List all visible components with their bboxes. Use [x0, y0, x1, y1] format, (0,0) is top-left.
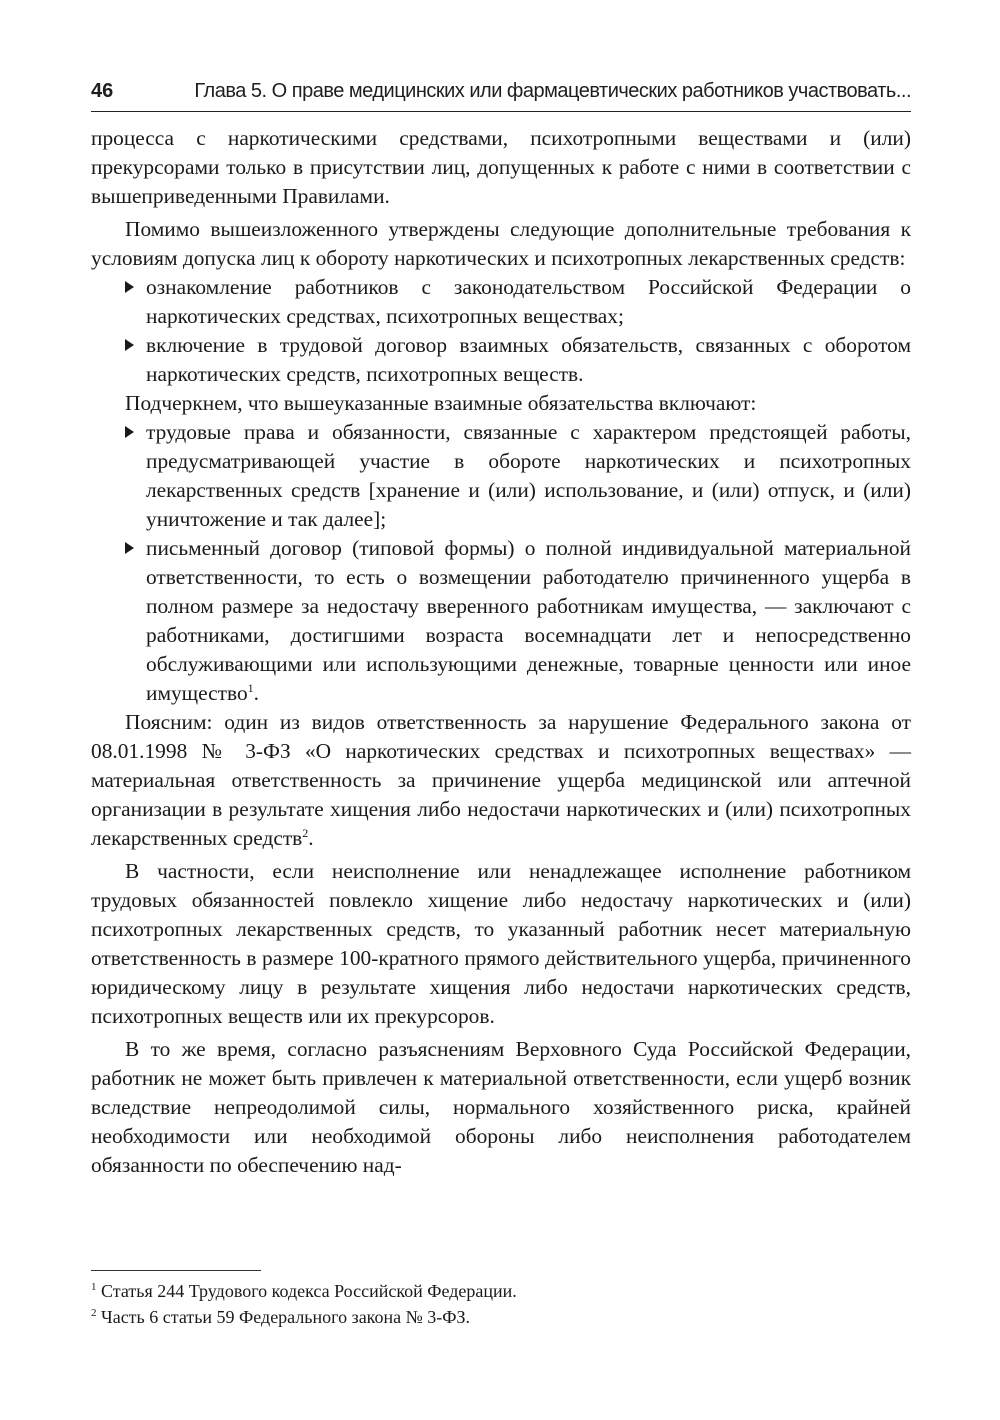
- footnote-number: 2: [91, 1307, 97, 1319]
- page: [91, 80, 911, 1180]
- chapter-title: Глава 5. О праве медицинских или фармацевтических работников участвовать...: [194, 80, 911, 102]
- triangle-bullet-icon: [125, 281, 134, 293]
- footnote-text: Часть 6 статьи 59 Федерального закона № 3-ФЗ.: [101, 1307, 471, 1327]
- page-number: 46: [91, 80, 114, 102]
- list-item-text: письменный договор (типовой формы) о полной индивидуальной материальной ответственности, то есть о возмещении работодателю причиненного ущерба в полном размере за недостачу вверенного работникам имущества, — заключают с работниками, достигшими возраста восемнадцати лет и непосредственно обслуживающими или использующими денежные, товарные ценности или иное имущество: [146, 536, 911, 705]
- triangle-bullet-icon: [125, 339, 134, 351]
- list-item: письменный договор (типовой формы) о полной индивидуальной материальной ответственности, то есть о возмещении работодателю причиненного ущерба в полном размере за недостачу вверенного работникам имущества, — заключают с работниками, достигшими возраста восемнадцати лет и непосредственно обслуживающими или использующими денежные, товарные ценности или иное имущество$^1$.: [125, 534, 911, 708]
- body-text: [91, 124, 911, 1180]
- bullet-list: [91, 418, 911, 708]
- paragraph: Помимо вышеизложенного утверждены следующие дополнительные требования к условиям допуска лиц к обороту наркотических и психотропных лекарственных средств:: [91, 217, 911, 270]
- triangle-bullet-icon: [125, 426, 134, 438]
- list-item-text: ознакомление работников с законодательством Российской Федерации о наркотических средствах, психотропных веществах;: [146, 275, 911, 328]
- running-head: [91, 80, 911, 112]
- footnote-ref[interactable]: 2: [302, 825, 309, 840]
- footnote-text: Статья 244 Трудового кодекса Российской Федерации.: [101, 1281, 517, 1301]
- list-item-text: трудовые права и обязанности, связанные с характером предстоящей работы, предусматривающей участие в обороте наркотических и психотропных лекарственных средств [хранение и (или) использование, и (или) отпуск, и (или) уничтожение и так далее];: [146, 420, 911, 531]
- bullet-list: [91, 273, 911, 389]
- footnote-ref[interactable]: 1: [247, 680, 254, 695]
- paragraph: В частности, если неисполнение или ненадлежащее исполнение работником трудовых обязанностей повлекло хищение либо недостачу наркотических и (или) психотропных лекарственных средств, то указанный работник несет материальную ответственность в размере 100-кратного прямого действительного ущерба, причиненного юридическому лицу в результате хищения либо недостачи наркотических средств, психотропных веществ или их прекурсоров.: [91, 859, 911, 1028]
- paragraph: Поясним: один из видов ответственность за нарушение Федерального закона от 08.01.1998 № 3-ФЗ «О наркотических средствах и психотропных веществах» — материальная ответственность за причинение ущерба медицинской или аптечной организации в результате хищения либо недостачи наркотических и (или) психотропных лекарственных средств$^2$.: [91, 710, 911, 850]
- list-item-text: включение в трудовой договор взаимных обязательств, связанных с оборотом наркотических средств, психотропных веществ.: [146, 333, 911, 386]
- list-item: [125, 418, 911, 534]
- paragraph-continued: процесса с наркотическими средствами, психотропными веществами и (или) прекурсорами только в присутствии лиц, допущенных к работе с ними в соответствии с вышеприведенными Правилами.: [91, 126, 911, 208]
- footnote: [91, 1304, 911, 1330]
- list-item: [125, 273, 911, 331]
- footnotes: [91, 1278, 911, 1330]
- paragraph-text: Поясним: один из видов ответственность за нарушение Федерального закона от 08.01.1998 № 3-ФЗ «О наркотических средствах и психотропных веществах» — материальная ответственность за причинение ущерба медицинской или аптечной организации в результате хищения либо недостачи наркотических и (или) психотропных лекарственных средств: [91, 710, 911, 850]
- footnote-divider: [91, 1270, 261, 1271]
- footnote: [91, 1278, 911, 1304]
- list-item: [125, 331, 911, 389]
- paragraph: Подчеркнем, что вышеуказанные взаимные обязательства включают:: [125, 391, 757, 415]
- footnote-number: 1: [91, 1281, 97, 1293]
- triangle-bullet-icon: [125, 542, 134, 554]
- paragraph: В то же время, согласно разъяснениям Верховного Суда Российской Федерации, работник не может быть привлечен к материальной ответственности, если ущерб возник вследствие непреодолимой силы, нормального хозяйственного риска, крайней необходимости или необходимой обороны либо неисполнения работодателем обязанности по обеспечению над-: [91, 1037, 911, 1177]
